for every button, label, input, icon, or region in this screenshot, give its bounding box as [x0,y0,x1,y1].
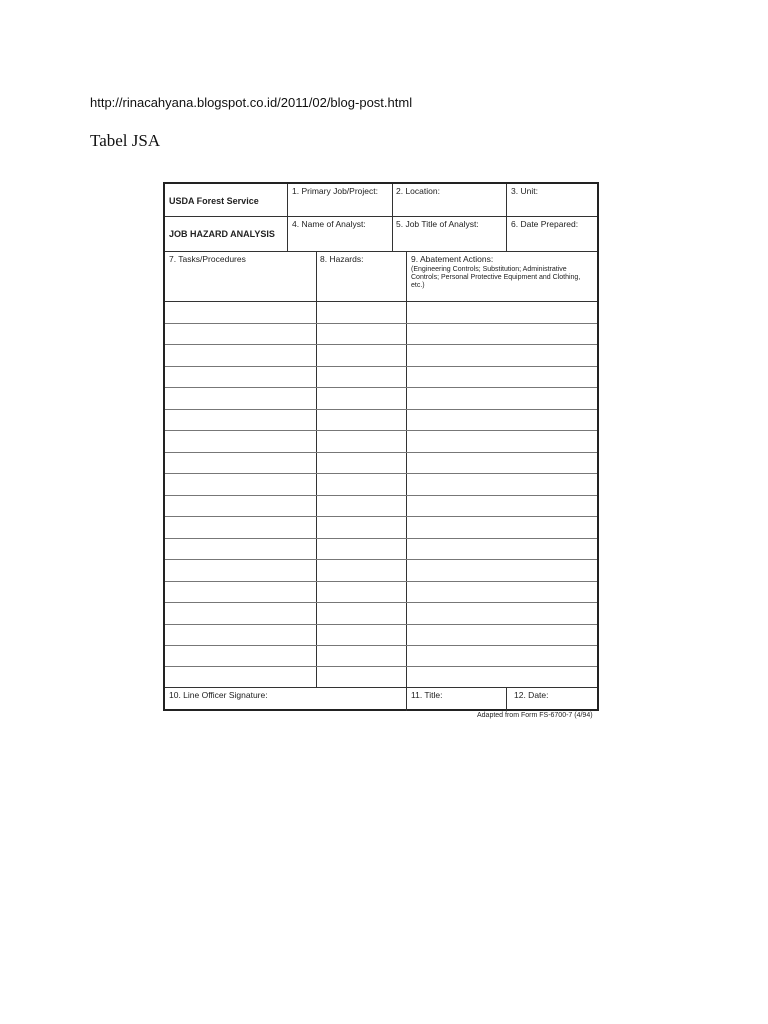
source-url: http://rinacahyana.blogspot.co.id/2011/02/blog-post.html [90,95,413,110]
form-title: JOB HAZARD ANALYSIS [169,229,275,239]
table-row[interactable] [165,323,597,324]
table-row[interactable] [165,602,597,603]
field-analyst-title[interactable]: 5. Job Title of Analyst: [396,219,479,229]
table-row[interactable] [165,366,597,367]
divider [165,251,597,252]
column-abatement-note: (Engineering Controls; Substitution; Administrative Controls; Personal Protective Equipment and Clothing, etc.) [411,266,581,289]
divider [406,251,407,711]
table-row[interactable] [165,473,597,474]
field-date-prepared[interactable]: 6. Date Prepared: [511,219,579,229]
field-analyst-name[interactable]: 4. Name of Analyst: [292,219,366,229]
field-line-officer-signature[interactable]: 10. Line Officer Signature: [169,690,268,700]
field-primary-job[interactable]: 1. Primary Job/Project: [292,186,378,196]
table-row[interactable] [165,538,597,539]
divider [165,687,597,688]
table-row[interactable] [165,624,597,625]
field-unit[interactable]: 3. Unit: [511,186,538,196]
agency-name: USDA Forest Service [169,196,259,206]
table-row[interactable] [165,409,597,410]
table-row[interactable] [165,516,597,517]
divider [316,251,317,687]
column-hazards: 8. Hazards: [320,254,364,264]
table-row[interactable] [165,387,597,388]
table-row[interactable] [165,645,597,646]
page-heading: Tabel JSA [90,131,161,150]
divider [165,216,597,217]
field-location[interactable]: 2. Location: [396,186,440,196]
divider [287,184,288,251]
divider [506,184,507,251]
field-title[interactable]: 11. Title: [411,690,443,700]
table-row[interactable] [165,495,597,496]
form-footnote: Adapted from Form FS-6700-7 (4/94) [477,712,593,719]
table-row[interactable] [165,581,597,582]
table-row[interactable] [165,430,597,431]
column-tasks: 7. Tasks/Procedures [169,254,246,264]
table-row[interactable] [165,452,597,453]
table-row[interactable] [165,344,597,345]
divider [165,301,597,302]
divider [506,687,507,711]
column-abatement: 9. Abatement Actions: [411,254,494,264]
table-row[interactable] [165,666,597,667]
divider [392,184,393,251]
table-row[interactable] [165,559,597,560]
jha-form [163,182,599,711]
field-date[interactable]: 12. Date: [514,690,549,700]
